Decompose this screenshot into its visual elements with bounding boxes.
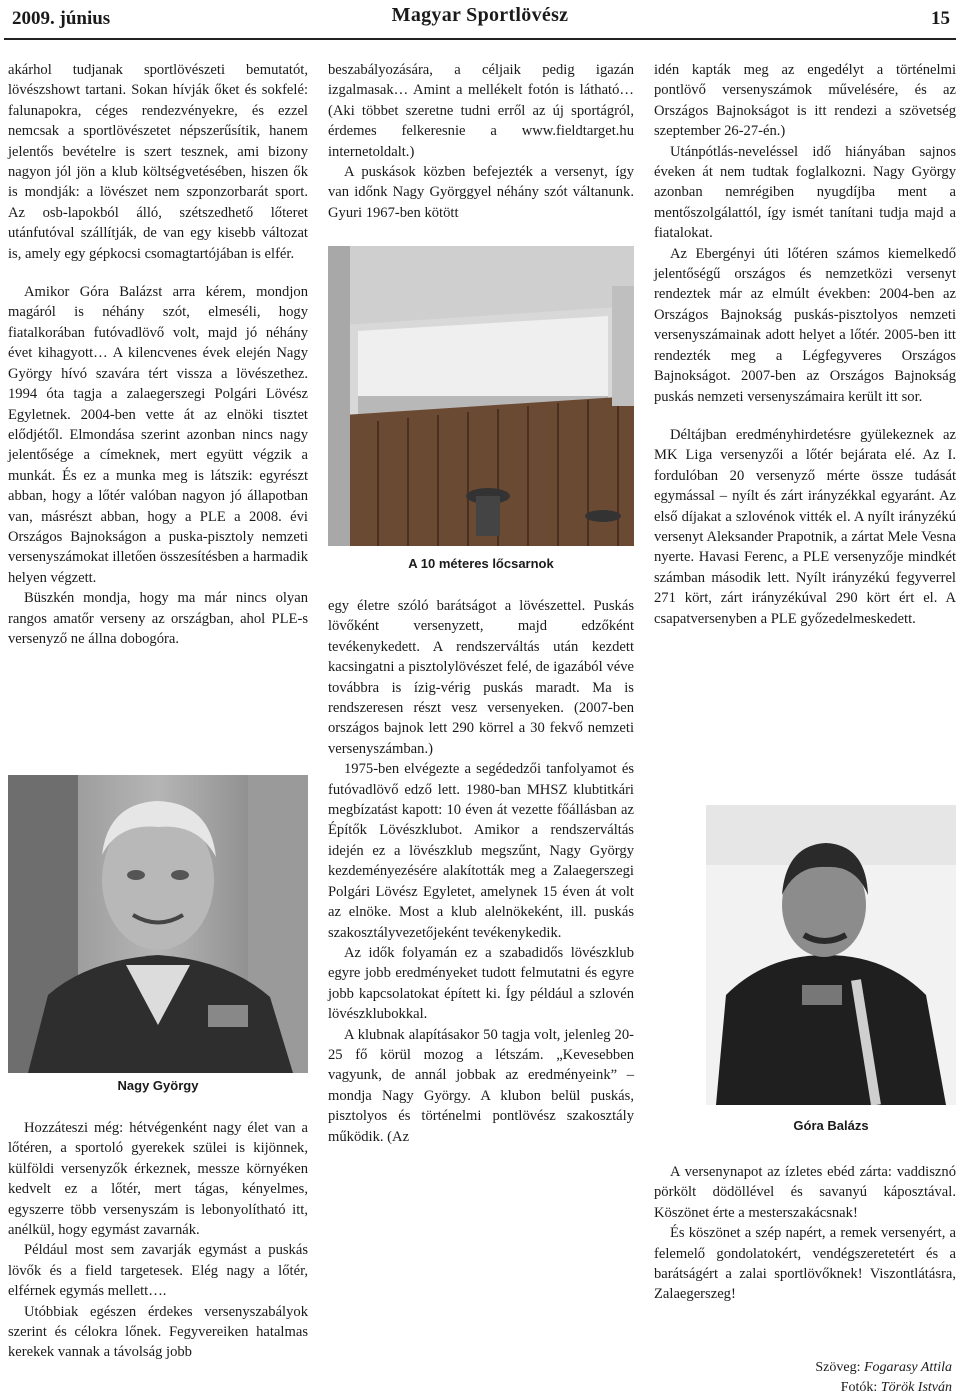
portrait-image [706,805,956,1105]
article-paragraph: egy életre szóló barátságot a lövészettel. Puskás lövőként versenyzett, majd edzőként tevékenykedett. A rendszerváltás után kezdett kacsingatni a pisztolylövészet felé, de igazából véve továbbra is ízig-vérig puskás maradt. Ma is rendszeresen részt vesz versenyeken. (2007-ben országos bajnok lett 290 körrel a 30 fekvő nemzeti versenyszámban.) [328,598,634,757]
article-paragraph: És köszönet a szép napért, a remek versenyért, a felemelő gondolatokért, vendégszeretetért és a barátságért a zalai sportlövőknek! Viszontlátásra, Zalaegerszeg! [654,1225,956,1303]
article-column-1-continued [8,1118,308,1363]
photo-shooting-hall [328,246,634,546]
article-column-2 [328,60,634,223]
text-credit [815,1358,952,1378]
photo-gora-balazs [706,805,956,1105]
issue-date: 2009. június [12,8,111,29]
article-column-3-continued [654,1162,956,1305]
page-header [0,0,960,40]
article-paragraph: Az Ebergényi úti lőtéren számos kiemelkedő jelentőségű országos és nemzetközi versenyt rendeztek már az elmúlt években: 2004-ben az Országos Bajnokság puskás-pisztolyos nemzeti versenyszámainak adott helyet a lőtér. 2005-ben itt rendezték meg a Légfegyveres Országos Bajnokságot. 2007-ben az Országos Bajnokság puskás nemzeti versenyszámaira került itt sor. [654,245,956,405]
article-paragraph: idén kapták meg az engedélyt a történelmi pontlövő versenyszámok művelésére, és az Országos Bajnokságot is itt rendezi a szövetség szeptember 26-27-én.) [654,62,956,140]
article-paragraph: Az idők folyamán ez a szabadidős lövészklub egyre jobb eredményeket tudott felmutatni és egyre jobb kapcsolatokat épített ki. Így például a szlovén lövészklubokkal. [328,944,634,1023]
photo-credit-label: Fotók: [840,1380,878,1395]
photo-caption-hall: A 10 méteres lőcsarnok [408,556,554,571]
page-number: 15 [931,8,950,29]
text-credit-label: Szöveg: [815,1360,861,1375]
article-paragraph: A puskások közben befejezték a versenyt, így van időnk Nagy Györggyel néhány szót váltanunk. Gyuri 1967-ben kötött [328,164,634,221]
article-paragraph: Utánpótlás-neveléssel idő hiányában sajnos éveken át nem tudtak foglalkozni. Nagy György azonban nemrégiben nyugdíjba ment a mentőszolgálattól, így ismét tanítani tudja majd a fiatalokat. [654,143,956,242]
article-paragraph: A versenynapot az ízletes ebéd zárta: vaddisznó pörkölt dödöllével és savanyú káposztával. Köszönet érte a mesterszakácsnak! [654,1164,956,1221]
article-paragraph: beszabályozására, a céljaik pedig igazán izgalmasak… Amint a mellékelt fotón is látható… (Aki többet szeretne tudni erről az új sportágról, érdemes felkeresnie a www.fieldtarget.hu internetoldalt.) [328,62,634,160]
article-paragraph: Hozzáteszi még: hétvégenként nagy élet van a lőtéren, a sportoló gyerekek szülei is kijönnek, külföldi versenyzők érkeznek, messze környéken kedvelt ez a lőtér, mert tágas, kényelmes, egyszerre több versenyszám is lebonyolítható itt, anélkül, hogy egymást zavarnák. [8,1120,308,1239]
portrait-image [8,775,308,1073]
article-paragraph: akárhol tudjanak sportlövészeti bemutatót, lövészshowt tartani. Sokan hívják őket és sokfelé: falunapokra, céges rendezvényekre, és ezzel nemcsak a sportlövészetet népszerűsítik, hanem jelentős bevételre is szert tesznek, ami bizony nagyon jól jön a klub költségvetésében, hiszen ők is mondják: a lövészet nem szponzorbarát sport. Az osb-lapokból álló, szétszedhető lőteret utánfutóval szállítják, de van egy kisebb változat is, amely egy gépkocsi csomagtartójában is elfér. [8,62,308,262]
photo-caption-gora-balazs: Góra Balázs [793,1118,869,1133]
article-paragraph: 1975-ben elvégezte a segédedzői tanfolyamot és futóvadlövő edző lett. 1980-ban MHSZ klubtitkári megbízatást kapott: 10 éven át vezette főállásban az Építők Lövészklubot. Amikor a rendszerváltás idején ez a lövészklub megszűnt, Nagy György kezdeményezésére alakították meg a Zalaegerszegi Polgári Lövész Egyletet, amelynek 15 éven át volt az elnöke. Most a klub alelnökeként, ill. puskás szakosztályvezetőjeként tevékenykedik. [328,761,634,941]
article-paragraph: Például most sem zavarják egymást a puskás lövők és a field targetesek. Elég nagy a lőtér, elférnek egymás mellett…. [8,1242,308,1300]
photo-credit [815,1378,952,1398]
photo-caption-nagy-gyorgy: Nagy György [117,1078,199,1093]
header-divider [4,38,956,40]
article-paragraph: Büszkén mondja, hogy ma már nincs olyan rangos amatőr verseny az országban, ahol PLE-s versenyző ne állna dobogóra. [8,590,308,647]
article-paragraph: Déltájban eredményhirdetésre gyülekeznek az MK Liga versenyzői a lőtér bejárata elé. Az I. fordulóban 20 versenyző mérte össze tudását egymással – nyílt és zárt irányzékkal egyaránt. Az első díjakat a szlovénok vitték el. A nyílt irányzékú versenyt Aleksander Prapotnik, a zártat Mele Vesna nyerte. Havasi Ferenc, a PLE versenyzője mindkét számban második lett. Nyílt irányzékú fegyverrel 271 kört, zárt irányzékúval 290 kört ért el. A csapatversenyben a PLE győzedelmeskedett. [654,426,956,627]
article-credits [815,1358,952,1398]
magazine-title: Magyar Sportlövész [391,4,569,26]
photo-credit-author: Török István [880,1380,952,1395]
photo-nagy-gyorgy [8,775,308,1073]
article-column-2-continued [328,596,634,1147]
article-column-1 [8,60,308,649]
hall-image [328,246,634,546]
article-paragraph: Utóbbiak egészen érdekes versenyszabályok szerint és célokra lőnek. Fegyvereiken hatalmas kerekek vannak a távolság jobb [8,1303,308,1361]
article-paragraph: A klubnak alapításakor 50 tagja volt, jelenleg 20-25 fő körül mozog a létszám. „Kevesebben vagyunk, de annál jobbak az eredményeink” – mondja Nagy György. A klubon belül puskás, pisztolyos és történelmi pontlövész szakosztály működik. (Az [328,1026,634,1145]
article-column-3 [654,60,956,629]
text-credit-author: Fogarasy Attila [863,1360,952,1375]
article-paragraph: Amikor Góra Balázst arra kérem, mondjon magáról is néhány szót, elmeséli, hogy fiatalkorában futóvadlövő volt, majd jó néhány évet kihagyott… A kilencvenes évek elején Nagy György hívó szavára tért vissza a lövészethez. 1994 óta tagja a zalaegerszegi Polgári Lövész Egyletnek. 2004-ben vette át az elnöki tisztet elődjétől. Elmondása szerint azonban nincs nagy jelentősége a címeknek, mert együtt végzik a munkát. És ez a munka meg is látszik: egyrészt abban, hogy a lőtér valóban nagyon jó állapotban van, másrészt abban, hogy a PLE a 2008. évi Országos Bajnokságon a puska-pisztoly nemzeti versenyszámokat illetően összesítésben a harmadik helyen végzett. [8,284,308,586]
